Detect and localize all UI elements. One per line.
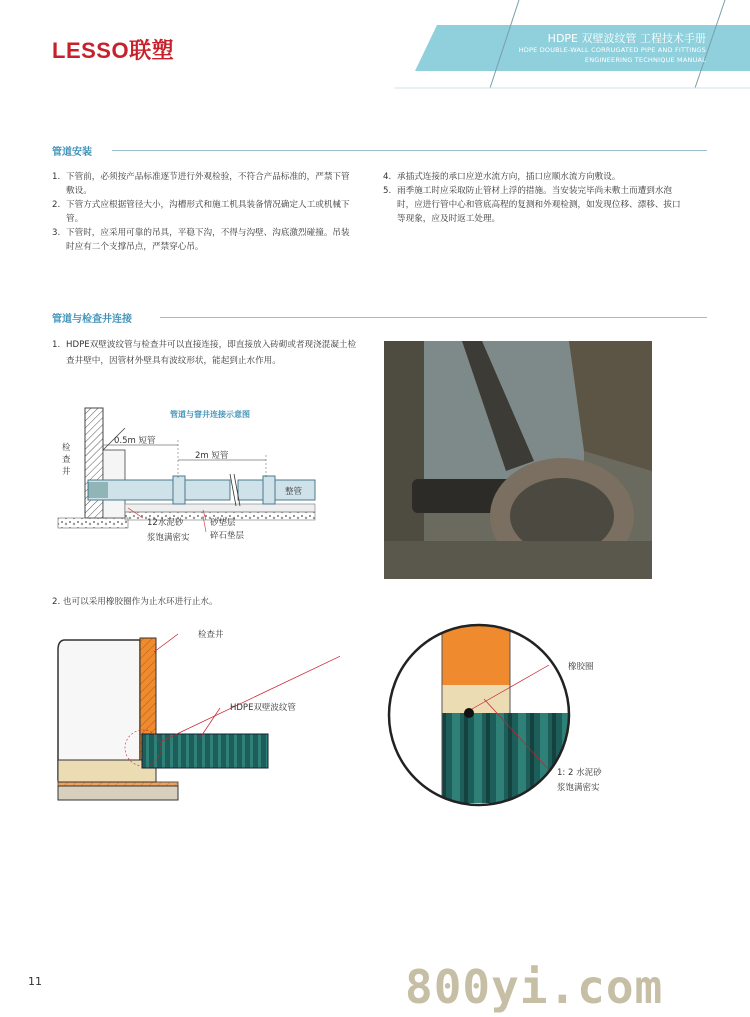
section-divider — [160, 317, 707, 318]
label-mortar-2: 浆饱满密实 — [557, 783, 600, 793]
header-subtitle-1: HDPE DOUBLE-WALL CORRUGATED PIPE AND FITTINGS — [518, 46, 706, 54]
list-item: 4. 承插式连接的承口应逆水流方向，插口应顺水流方向敷设。 — [383, 172, 621, 182]
install-list-right — [383, 170, 681, 226]
construction-photo — [384, 341, 652, 579]
label-whole-pipe: 整管 — [285, 487, 303, 497]
label-well: 检查井 — [62, 443, 71, 477]
connection-item-2: 2. 也可以采用橡胶圈作为止水环进行止水。 — [52, 597, 218, 607]
label-cement: 12水泥砂 — [147, 518, 184, 528]
label-sand-bed: 砂垫层 — [210, 518, 236, 528]
list-item: 1. HDPE双壁波纹管与检查井可以直接连接，即直接放入砖砌或者现浇混凝土检查井壁中，因管材外壁具有波纹形状，能起到止水作用。 — [52, 340, 357, 366]
rubber-ring-diagram — [50, 630, 340, 810]
header-subtitle-2: ENGINEERING TECHNIQUE MANUAL — [584, 56, 706, 64]
label-short-pipe-05: 0.5m 短管 — [114, 436, 156, 446]
brand-logo: LESSO联塑 — [52, 38, 175, 63]
pipe-well-diagram — [28, 400, 358, 550]
section-title-install: 管道安装 — [52, 147, 92, 158]
install-list-left — [52, 170, 357, 254]
label-mortar-1: 1: 2 水泥砂 — [557, 768, 602, 778]
watermark: 800yi.com — [405, 960, 664, 1014]
list-item: 1. 下管前，必须按产品标准逐节进行外观检验，不符合产品标准的，严禁下管敷设。 — [52, 172, 350, 196]
label-gravel-bed: 碎石垫层 — [210, 531, 245, 541]
label-hdpe-pipe: HDPE双壁波纹管 — [230, 703, 296, 713]
label-cement-2: 浆饱满密实 — [147, 533, 190, 543]
section-divider — [112, 150, 707, 151]
label-short-pipe-2: 2m 短管 — [195, 451, 229, 461]
list-item: 3. 下管时，应采用可靠的吊具，平稳下沟，不得与沟壁、沟底激烈碰撞。吊装时应有二个支撑吊点，严禁穿心吊。 — [52, 228, 350, 252]
list-item: 2. 下管方式应根据管径大小，沟槽形式和施工机具装备情况确定人工或机械下管。 — [52, 200, 350, 224]
header-title: HDPE 双壁波纹管 工程技术手册 — [547, 32, 706, 45]
connection-item-1 — [52, 337, 360, 369]
label-well-2: 检查井 — [198, 630, 224, 640]
label-rubber-ring: 橡胶圈 — [568, 662, 594, 672]
rubber-ring-detail — [384, 615, 584, 815]
diagram-title: 管道与窨井连接示意图 — [170, 410, 250, 419]
list-item: 5. 雨季施工时应采取防止管材上浮的措施。当安装完毕尚未敷土而遭到水泡时，应进行管中心和管底高程的复测和外观检测，如发现位移、漂移、拔口等现象，应及时返工处理。 — [383, 186, 681, 224]
page-number: 11 — [28, 975, 42, 988]
section-title-connection: 管道与检查井连接 — [52, 314, 132, 325]
